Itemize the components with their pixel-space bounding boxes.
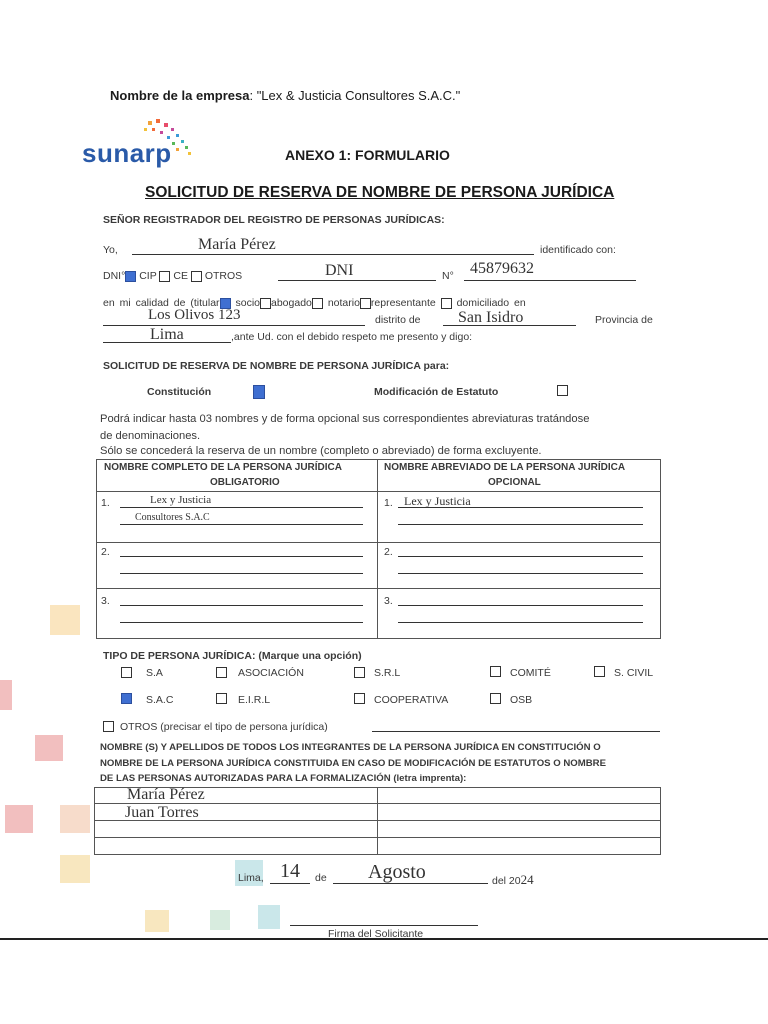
row1-num-b: 1.: [384, 497, 393, 509]
abogado-label: abogado: [271, 297, 312, 309]
cooperativa-checkbox[interactable]: [354, 693, 365, 704]
row1-full-name-1: Lex y Justicia: [150, 494, 212, 506]
address-value: Los Olivos 123: [148, 307, 241, 323]
company-name-line: [110, 88, 460, 103]
constitucion-label: Constitución: [147, 386, 212, 398]
form-main-title: SOLICITUD DE RESERVA DE NOMBRE DE PERSONA JURÍDICA: [145, 184, 615, 201]
abogado-checkbox[interactable]: [312, 298, 323, 309]
srl-checkbox[interactable]: [354, 667, 365, 678]
sunarp-logo: [82, 118, 227, 178]
yo-label: Yo,: [103, 244, 118, 256]
row3-num-a: 3.: [101, 595, 110, 607]
de-label: de: [315, 872, 327, 884]
integrantes-line-3: DE LAS PERSONAS AUTORIZADAS PARA LA FORMALIZACIÓN (letra imprenta):: [100, 773, 467, 784]
signature-label: Firma del Solicitante: [328, 928, 424, 940]
row1-full-name-2: Consultores S.A.C: [135, 512, 210, 523]
doc-number-underline: [464, 280, 636, 281]
scivil-label: S. CIVIL: [614, 667, 654, 679]
company-label: Nombre de la empresa: [110, 88, 250, 103]
osb-checkbox[interactable]: [490, 693, 501, 704]
lima-label: Lima,: [238, 872, 264, 884]
asociacion-checkbox[interactable]: [216, 667, 227, 678]
yo-underline: [132, 254, 534, 255]
year-label: [492, 872, 534, 888]
solicitud-heading: SOLICITUD DE RESERVA DE NOMBRE DE PERSONA JURÍDICA para:: [103, 360, 450, 372]
notario-label: notario: [327, 297, 360, 309]
ante-text: ,ante Ud. con el debido respeto me presento y digo:: [231, 331, 473, 343]
address-underline: [103, 325, 365, 326]
doc-number-value: 45879632: [470, 260, 534, 277]
sac-checkbox[interactable]: [121, 693, 132, 704]
otros-tipo-checkbox[interactable]: [103, 721, 114, 732]
cip-label: CIP: [139, 270, 157, 282]
doc-type-underline: [278, 280, 436, 281]
row3-num-b: 3.: [384, 595, 393, 607]
year-suffix: 24: [520, 872, 534, 887]
note-line-2: de denominaciones.: [100, 430, 201, 442]
addressee: SEÑOR REGISTRADOR DEL REGISTRO DE PERSONAS JURÍDICAS:: [103, 214, 445, 226]
note-line-1: Podrá indicar hasta 03 nombres y de forma opcional sus correspondientes abreviaturas tratándose: [100, 413, 590, 425]
col1-header-2: OBLIGATORIO: [210, 477, 280, 488]
socio-checkbox[interactable]: [260, 298, 271, 309]
day-underline: [270, 883, 310, 884]
osb-label: OSB: [510, 694, 533, 706]
doc-type-value: DNI: [325, 262, 354, 279]
company-separator: :: [249, 88, 257, 103]
ce-label: CE: [173, 270, 188, 282]
representante-checkbox[interactable]: [441, 298, 452, 309]
dni-label: DNI: [103, 270, 122, 282]
doc-type-row: DNI° CIP CE OTROS: [103, 270, 243, 282]
notario-checkbox[interactable]: [360, 298, 371, 309]
modificacion-label: Modificación de Estatuto: [374, 386, 499, 398]
logo-text: sunarp: [82, 138, 172, 168]
year-prefix: del 20: [492, 875, 521, 887]
yo-value: María Pérez: [198, 236, 276, 253]
ce-checkbox[interactable]: [191, 271, 202, 282]
constitucion-checkbox[interactable]: [253, 385, 265, 399]
doc-number-label: N°: [442, 270, 454, 282]
scivil-checkbox[interactable]: [594, 666, 605, 677]
eirl-checkbox[interactable]: [216, 693, 227, 704]
representante-label: representante: [370, 297, 436, 309]
annex-title: ANEXO 1: FORMULARIO: [285, 147, 450, 163]
provincia-value: Lima: [150, 326, 184, 343]
comite-checkbox[interactable]: [490, 666, 501, 677]
integrantes-line-2: NOMBRE DE LA PERSONA JURÍDICA CONSTITUIDA EN CASO DE MODIFICACIÓN DE ESTATUTOS O NOMBRE: [100, 758, 606, 769]
eirl-label: E.I.R.L: [238, 694, 271, 706]
cooperativa-label: COOPERATIVA: [374, 694, 449, 706]
row1-num-a: 1.: [101, 497, 110, 509]
socio-label: socio: [235, 297, 260, 309]
distrito-label: distrito de: [375, 314, 421, 326]
calidad-prefix: en mi calidad de (titular: [103, 297, 220, 309]
domiciliado-label: domiciliado en: [456, 297, 526, 309]
row2-num-b: 2.: [384, 546, 393, 558]
month-value: Agosto: [368, 861, 426, 883]
cip-checkbox[interactable]: [159, 271, 170, 282]
col2-header-1: NOMBRE ABREVIADO DE LA PERSONA JURÍDICA: [384, 462, 626, 473]
comite-label: COMITÉ: [510, 667, 551, 679]
note-line-3: Sólo se concederá la reserva de un nombre (completo o abreviado) de forma excluyente.: [100, 445, 542, 457]
dni-checkbox[interactable]: [125, 271, 136, 282]
tipo-heading: TIPO DE PERSONA JURÍDICA: (Marque una opción): [103, 650, 362, 662]
row1-abbr-name: Lex y Justicia: [404, 494, 471, 508]
member-1: María Pérez: [127, 786, 205, 803]
row2-num-a: 2.: [101, 546, 110, 558]
otros-tipo-label: OTROS (precisar el tipo de persona jurídica): [120, 721, 328, 733]
day-value: 14: [280, 860, 300, 882]
member-2: Juan Torres: [125, 804, 199, 821]
col2-header-2: OPCIONAL: [488, 477, 541, 488]
col1-header-1: NOMBRE COMPLETO DE LA PERSONA JURÍDICA: [104, 462, 342, 473]
srl-label: S.R.L: [374, 667, 401, 679]
otros-tipo-underline: [372, 731, 660, 732]
signature-line: [290, 925, 478, 926]
otros-label: OTROS: [204, 270, 243, 282]
company-value: "Lex & Justicia Consultores S.A.C.": [256, 88, 461, 103]
distrito-value: San Isidro: [458, 309, 524, 326]
provincia-label: Provincia de: [595, 314, 653, 326]
integrantes-line-1: NOMBRE (S) Y APELLIDOS DE TODOS LOS INTEGRANTES DE LA PERSONA JURÍDICA EN CONSTITUCIÓN O: [100, 742, 601, 753]
modificacion-checkbox[interactable]: [557, 385, 568, 396]
sa-label: S.A: [146, 667, 163, 679]
asociacion-label: ASOCIACIÓN: [238, 667, 304, 679]
sac-label: S.A.C: [146, 694, 174, 706]
identificado-label: identificado con:: [540, 244, 616, 256]
sa-checkbox[interactable]: [121, 667, 132, 678]
